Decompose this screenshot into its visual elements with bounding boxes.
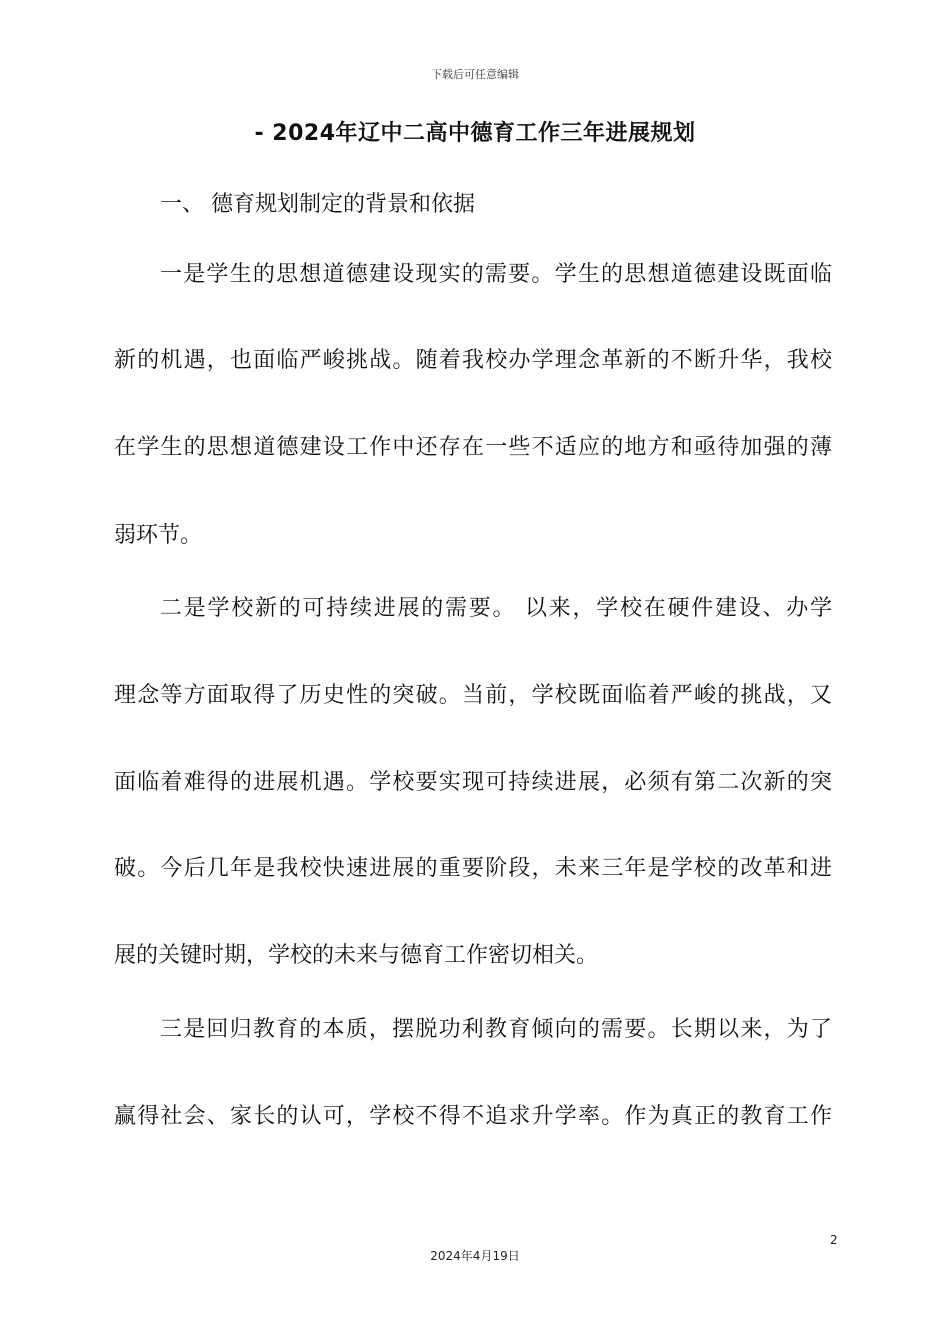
page-number: 2 — [830, 1233, 838, 1247]
header-note: 下载后可任意编辑 — [431, 68, 519, 81]
paragraph-2-line-3: 面临着难得的进展机遇。学校要实现可持续进展，必须有第二次新的突 — [114, 770, 832, 795]
paragraph-2-line-5: 展的关键时期，学校的未来与德育工作密切相关。 — [114, 943, 599, 968]
section-heading: 一、 德育规划制定的背景和依据 — [160, 192, 475, 217]
paragraph-3-line-1: 三是回归教育的本质，摆脱功利教育倾向的需要。长期以来，为了 — [160, 1017, 832, 1042]
paragraph-1-line-4: 弱环节。 — [114, 523, 203, 548]
paragraph-2-line-4: 破。今后几年是我校快速进展的重要阶段，未来三年是学校的改革和进 — [114, 856, 832, 881]
paragraph-1-line-3: 在学生的思想道德建设工作中还存在一些不适应的地方和亟待加强的薄 — [114, 435, 832, 460]
footer-date: 2024年4月19日 — [430, 1249, 520, 1263]
paragraph-2-line-2: 理念等方面取得了历史性的突破。当前，学校既面临着严峻的挑战，又 — [114, 683, 832, 708]
paragraph-1-line-1: 一是学生的思想道德建设现实的需要。学生的思想道德建设既面临 — [160, 262, 832, 287]
paragraph-3-line-2: 赢得社会、家长的认可，学校不得不追求升学率。作为真正的教育工作 — [114, 1104, 832, 1129]
paragraph-2-line-1: 二是学校新的可持续进展的需要。 以来，学校在硬件建设、办学 — [160, 596, 832, 621]
document-title: - 2024年辽中二高中德育工作三年进展规划 — [254, 121, 696, 146]
paragraph-1-line-2: 新的机遇，也面临严峻挑战。随着我校办学理念革新的不断升华，我校 — [114, 348, 832, 373]
